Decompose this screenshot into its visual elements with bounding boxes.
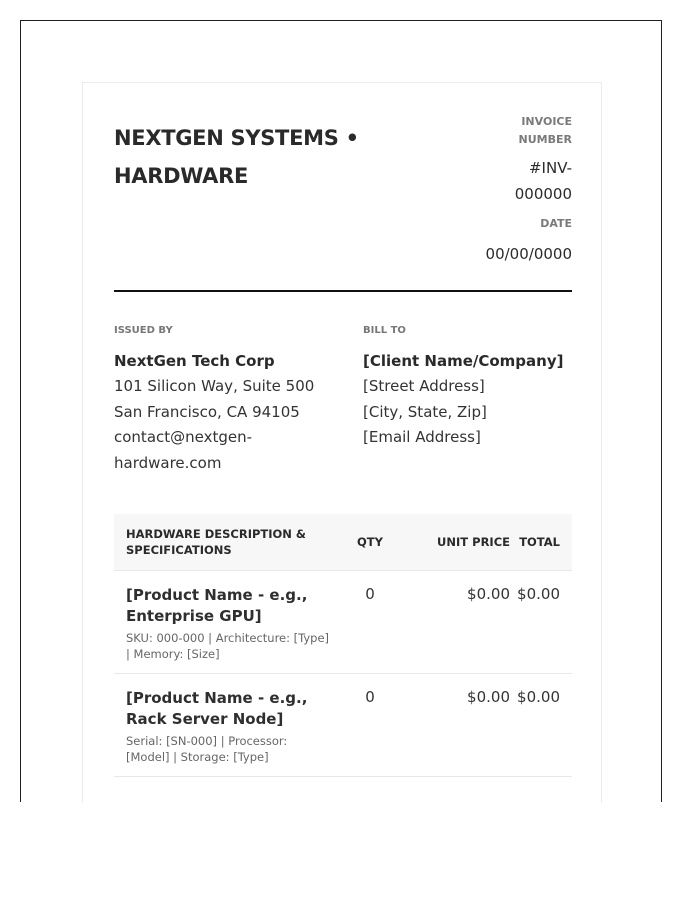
client-name: [Client Name/Company]: [363, 352, 564, 370]
product-spec: SKU: 000-000 | Architecture: [Type] | Memory: [Size]: [126, 630, 330, 661]
header-qty: QTY: [334, 514, 406, 570]
invoice-card: [82, 82, 602, 803]
product-spec: Serial: [SN-000] | Processor: [Model] | Storage: [Type]: [126, 733, 288, 764]
client-street: [Street Address]: [363, 377, 485, 395]
item-unit-price: $0.00: [406, 673, 510, 776]
item-total: $0.00: [510, 673, 572, 776]
company-title: NEXTGEN SYSTEMS • HARDWARE: [114, 126, 359, 188]
bill-to-heading: BILL TO: [363, 325, 406, 336]
item-description: [114, 673, 334, 776]
issuer-address: 101 Silicon Way, Suite 500: [114, 377, 315, 395]
invoice-meta: [442, 113, 572, 267]
item-unit-price: $0.00: [406, 570, 510, 673]
parties-section: [114, 292, 572, 514]
header-total: TOTAL: [510, 514, 572, 570]
issuer-name: NextGen Tech Corp: [114, 352, 275, 370]
page-frame: [20, 20, 662, 802]
line-items-table: [114, 514, 572, 777]
client-email: [Email Address]: [363, 428, 481, 447]
bill-to-block: [363, 324, 573, 451]
table-row: [114, 673, 572, 776]
item-qty: 0: [334, 673, 406, 776]
issued-by-heading: ISSUED BY: [114, 325, 173, 336]
table-row: [114, 570, 572, 673]
issuer-email: contact@nextgen-hardware.com: [114, 428, 253, 472]
item-description: [114, 570, 334, 673]
table-header-row: [114, 514, 572, 570]
invoice-header: [114, 83, 572, 292]
client-city: [City, State, Zip]: [363, 402, 487, 421]
date-label: DATE: [540, 217, 572, 230]
product-name: [Product Name - e.g., Rack Server Node]: [126, 688, 308, 728]
invoice-number-label: INVOICE NUMBER: [518, 115, 572, 146]
item-total: $0.00: [510, 570, 572, 673]
invoice-number: #INV-000000: [514, 159, 572, 203]
invoice-content: [114, 83, 572, 777]
header-unit-price: UNIT PRICE: [406, 514, 510, 570]
header-description: HARDWARE DESCRIPTION & SPECIFICATIONS: [114, 514, 334, 570]
issuer-city: San Francisco, CA 94105: [114, 402, 300, 421]
invoice-date: 00/00/0000: [485, 245, 572, 263]
issued-by-block: [114, 324, 324, 476]
product-name: [Product Name - e.g., Enterprise GPU]: [126, 585, 308, 625]
item-qty: 0: [334, 570, 406, 673]
